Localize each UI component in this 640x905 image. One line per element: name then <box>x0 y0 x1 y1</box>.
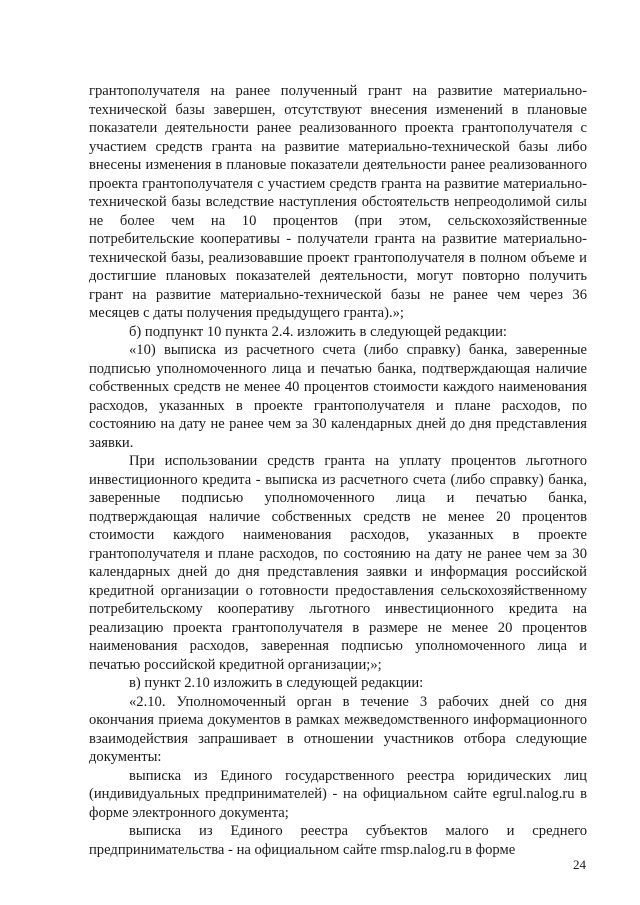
document-body <box>89 82 587 859</box>
paragraph-continuation: грантополучателя на ранее полученный грант на развитие материально-технической базы завершен, отсутствуют внесения изменений в плановые показатели деятельности ранее реализованного проекта грантополучателя с участием средств гранта на развитие материально-технической базы либо внесены изменения в плановые показатели деятельности ранее реализованного проекта грантополучателя с участием средств гранта на развитие материально-технической базы вследствие наступления обстоятельств непреодолимой силы не более чем на 10 процентов (при этом, сельскохозяйственные потребительские кооперативы - получатели гранта на развитие материально-технической базы, реализовавшие проект грантополучателя в полном объеме и достигшие плановых показателей деятельности, могут повторно получить грант на развитие материально-технической базы не ранее чем через 36 месяцев с даты получения предыдущего гранта).»; <box>89 83 587 321</box>
paragraph-item-2-10: «2.10. Уполномоченный орган в течение 3 рабочих дней со дня окончания приема документов в рамках межведомственного информационного взаимодействия запрашивает в отношении участников отбора следующие документы: <box>89 693 587 765</box>
paragraph-subitem-b: б) подпункт 10 пункта 2.4. изложить в следующей редакции: <box>129 323 507 340</box>
paragraph-egrul: выписка из Единого государственного реестра юридических лиц (индивидуальных предпринимателей) - на официальном сайте egrul.nalog.ru в форме электронного документа; <box>89 767 587 821</box>
page-number: 24 <box>573 857 586 872</box>
paragraph-grant-interest: При использовании средств гранта на уплату процентов льготного инвестиционного кредита - выписка из расчетного счета (либо справку) банка, заверенные подписью уполномоченного лица и печатью банка, подтверждающая наличие собственных средств не менее 20 процентов стоимости каждого наименования расходов, указанных в проекте грантополучателя и плане расходов, по состоянию на дату не ранее чем за 30 календарных дней до дня представления заявки и информация российской кредитной организации о готовности предоставления сельскохозяйственному потребительскому кооперативу льготного инвестиционного кредита на реализацию проекта грантополучателя в размере не менее 20 процентов наименования расходов, заверенная подписью уполномоченного лица и печатью российской кредитной организации;»; <box>89 453 587 673</box>
paragraph-subitem-v: в) пункт 2.10 изложить в следующей редакции: <box>129 675 424 691</box>
paragraph-rmsp: выписка из Единого реестра субъектов малого и среднего предпринимательства - на официальном сайте rmsp.nalog.ru в форме <box>89 823 587 858</box>
paragraph-item-10: «10) выписка из расчетного счета (либо справку) банка, заверенные подписью уполномоченного лица и печатью банка, подтверждающая наличие собственных средств не менее 40 процентов стоимости каждого наименования расходов, указанных в проекте грантополучателя и плане расходов, по состоянию на дату не ранее чем за 30 календарных дней до дня представления заявки. <box>89 342 587 451</box>
